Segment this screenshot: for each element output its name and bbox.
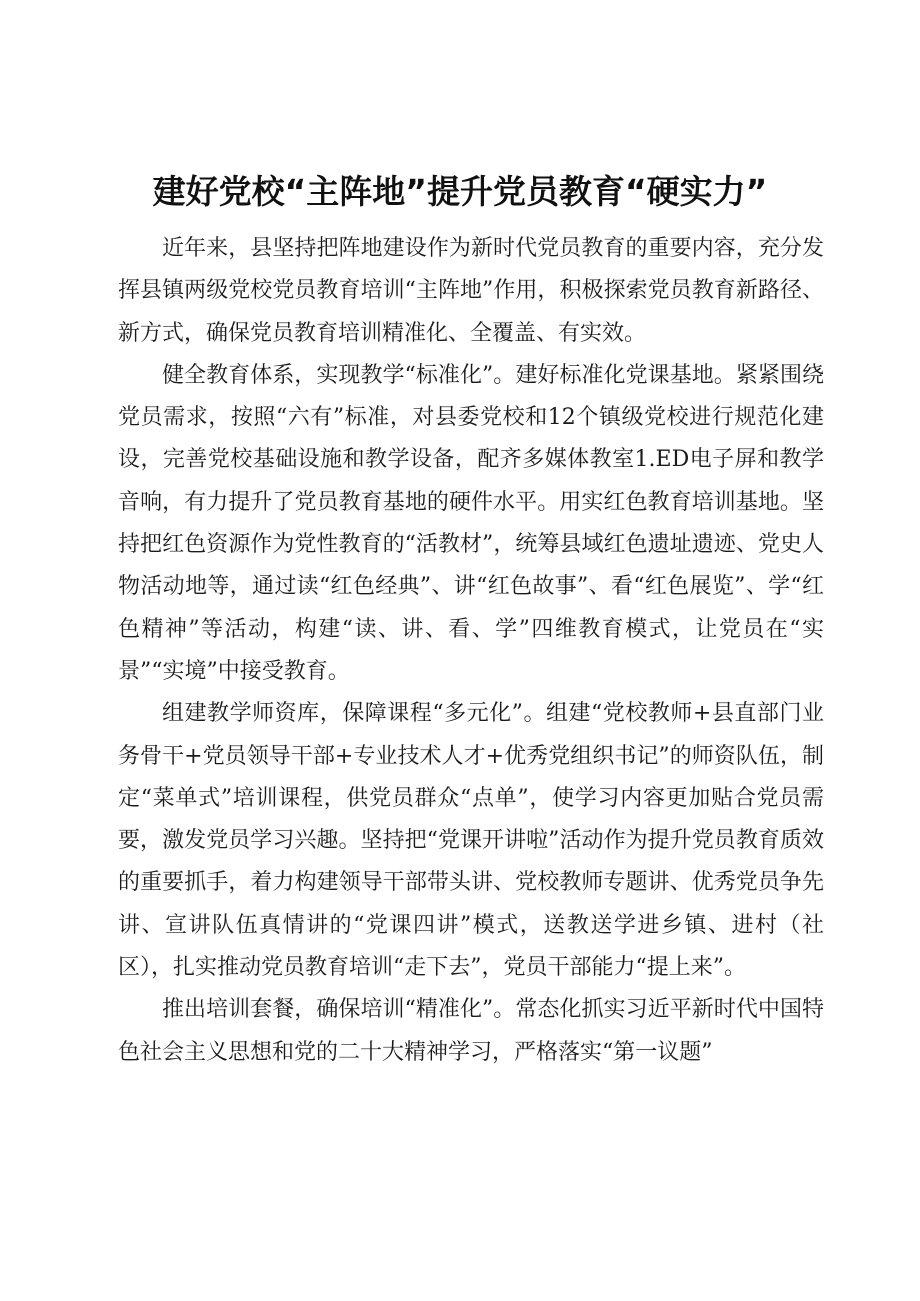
paragraph-education-system: 健全教育体系，实现教学“标准化”。建好标准化党课基地。紧紧围绕党员需求，按照“六有”标准，对县委党校和12个镇级党校进行规范化建设，完善党校基础设施和教学设备，配齐多媒体教室1.ED电子屏和教学音响，有力提升了党员教育基地的硬件水平。用实红色教育培训基地。坚持把红色资源作为党性教育的“活教材”，统筹县域红色遗址遗迹、党史人物活动地等，通过读“红色经典”、讲“红色故事”、看“红色展览”、学“红色精神”等活动，构建“读、讲、看、学”四维教育模式，让党员在“实景”“实境”中接受教育。 <box>118 362 824 684</box>
document-title: 建好党校“主阵地”提升党员教育“硬实力” <box>152 172 768 211</box>
paragraph-training-package: 推出培训套餐，确保培训“精准化”。常态化抓实习近平新时代中国特色社会主义思想和党的二十大精神学习，严格落实“第一议题” <box>118 997 824 1065</box>
paragraph-intro: 近年来，县坚持把阵地建设作为新时代党员教育的重要内容，充分发挥县镇两级党校党员教育培训“主阵地”作用，积极探索党员教育新路径、新方式，确保党员教育培训精准化、全覆盖、有实效。 <box>118 236 824 346</box>
document-body <box>118 228 824 1074</box>
paragraph-teacher-pool: 组建教学师资库，保障课程“多元化”。组建“党校教师+县直部门业务骨干+党员领导干部+专业技术人才+优秀党组织书记”的师资队伍，制定“菜单式”培训课程，供党员群众“点单”，使学习内容更加贴合党员需要，激发党员学习兴趣。坚持把“党课开讲啦”活动作为提升党员教育质效的重要抓手，着力构建领导干部带头讲、党校教师专题讲、优秀党员争先讲、宣讲队伍真情讲的“党课四讲”模式，送教送学进乡镇、进村（社区），扎实推动党员教育培训“走下去”，党员干部能力“提上来”。 <box>118 701 824 981</box>
